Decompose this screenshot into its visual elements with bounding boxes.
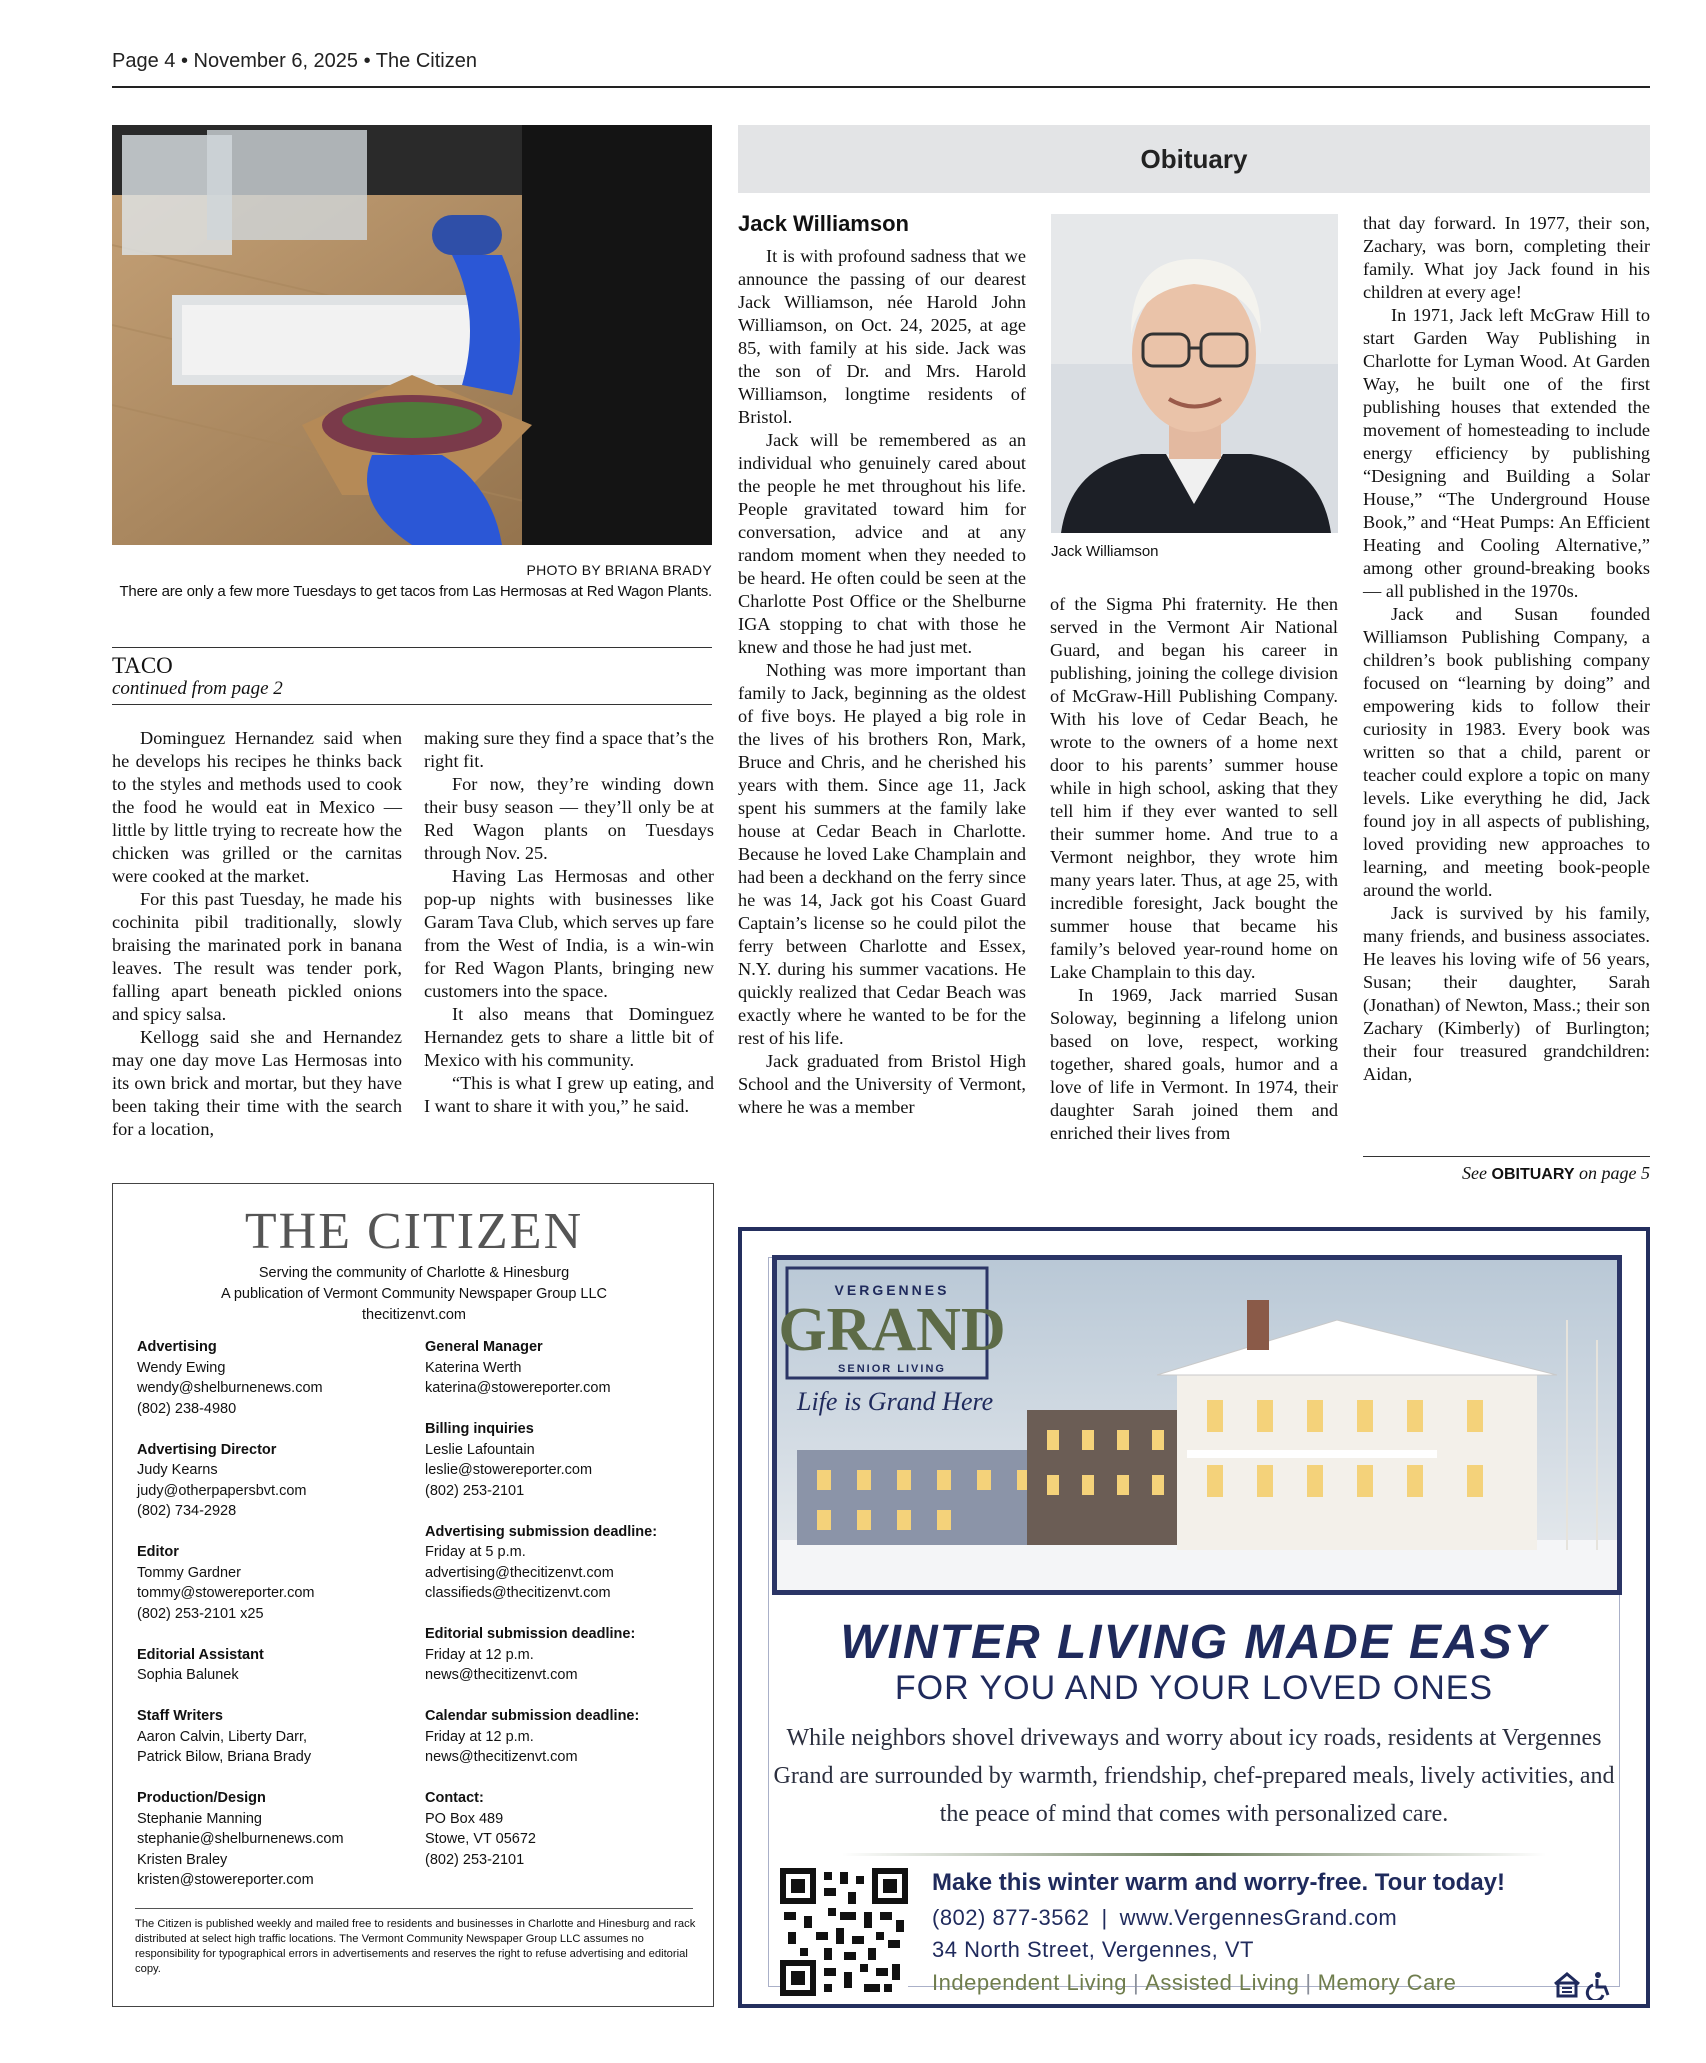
staff-group: [137, 1440, 407, 1522]
staff-label: Contact:: [425, 1790, 484, 1806]
separator: |: [1132, 1970, 1140, 1995]
header-rule: [112, 86, 1650, 88]
paragraph: Having Las Hermosas and other pop-up nights with businesses like Garam Tava Club, which serves up fare from the West of India, is a win-win for Red Wagon Plants, bringing new customers into the space.: [424, 866, 714, 1001]
staff-label: Advertising: [137, 1339, 217, 1355]
page-header: Page 4 • November 6, 2025 • The Citizen: [112, 50, 477, 72]
taco-column-2: [424, 727, 714, 1118]
staff-line: Judy Kearns: [137, 1462, 218, 1478]
paragraph: Kellogg said she and Hernandez may one day move Las Hermosas into its own brick and mortar, but they have been taking their time with the search for a location,: [112, 1027, 402, 1139]
paragraph: It is with profound sadness that we announce the passing of our dearest Jack Williamson, née Harold John Williamson, on Oct. 24, 2025, at age 85, with family at his side. Jack was the son of Dr. and Mrs. Harold Williamson, longtime residents of Bristol.: [738, 246, 1026, 427]
staff-group: [425, 1522, 705, 1604]
staff-line: Leslie Lafountain: [425, 1441, 535, 1458]
staff-phone: (802) 238-4980: [137, 1400, 237, 1417]
photo-caption: There are only a few more Tuesdays to get tacos from Las Hermosas at Red Wagon Plants.: [119, 583, 712, 600]
staff-email[interactable]: kristen@stowereporter.com: [137, 1872, 314, 1888]
staff-group: [425, 1419, 705, 1501]
staff-email[interactable]: wendy@shelburnenews.com: [137, 1380, 323, 1396]
staff-list-right: [425, 1337, 705, 1891]
masthead-title: THE CITIZEN: [244, 1203, 584, 1260]
qr-code-icon[interactable]: [780, 1868, 908, 1996]
paragraph: For now, they’re winding down their busy season — they’ll only be at Red Wagon plants on Tuesdays through Nov. 25.: [424, 774, 714, 863]
obituary-column-2: [1050, 593, 1338, 1145]
taco-rule-bottom: [112, 704, 712, 705]
staff-email[interactable]: news@thecitizenvt.com: [425, 1749, 578, 1765]
taco-photo: [112, 125, 712, 545]
jump-keyword: OBITUARY: [1491, 1166, 1575, 1183]
paragraph: In 1971, Jack left McGraw Hill to start Garden Way Publishing in Charlotte for Lyman Wood. At Garden Way, he built one of the first publishing houses that extended the movement of homesteading to include energy efficiency by publishing “Designing and Building a Solar House,” “The Underground House Book,” and “Heat Pumps: An Efficient Heating and Cooling Alternative,” among other ground-breaking books — all published in the 1970s.: [1363, 305, 1650, 601]
staff-line: Aaron Calvin, Liberty Darr,: [137, 1728, 308, 1745]
obituary-column-1: [738, 245, 1026, 1119]
jump-prefix: See: [1462, 1163, 1488, 1183]
masthead-website: thecitizenvt.com: [362, 1307, 466, 1323]
staff-group: [425, 1706, 705, 1768]
staff-group: [137, 1706, 407, 1768]
obituary-banner-title: Obituary: [1140, 144, 1248, 174]
staff-email[interactable]: leslie@stowereporter.com: [425, 1462, 593, 1478]
paragraph: In 1969, Jack married Susan Soloway, beginning a lifelong union based on love, respect, working together, shared goals, humor and a love of life in Vermont. In 1974, their daughter Sarah joined them and enriched their lives from: [1050, 985, 1338, 1143]
obituary-jump-line[interactable]: [1363, 1163, 1650, 1184]
masthead-tagline: Serving the community of Charlotte & Hinesburg: [258, 1265, 570, 1281]
staff-group: [137, 1542, 407, 1624]
paragraph: Dominguez Hernandez said when he develops his recipes he thinks back to the styles and methods used to cook the food he would eat in Mexico — little by little trying to recreate how the chicken was grilled or the carnitas were cooked at the market.: [112, 728, 402, 886]
staff-email[interactable]: advertising@thecitizenvt.com: [425, 1564, 614, 1581]
ad-headline: WINTER LIVING MADE EASY: [840, 1616, 1548, 1669]
staff-label: General Manager: [425, 1339, 543, 1355]
staff-phone: (802) 253-2101: [425, 1482, 525, 1499]
separator: |: [1305, 1970, 1312, 1995]
ad-logo-tagline: Life is Grand Here: [797, 1387, 994, 1416]
staff-email[interactable]: tommy@stowereporter.com: [137, 1585, 315, 1601]
photo-credit: PHOTO BY BRIANA BRADY: [526, 562, 712, 578]
staff-line: Wendy Ewing: [137, 1359, 226, 1376]
staff-label: Editorial Assistant: [137, 1646, 264, 1663]
paragraph-continuation: of the Sigma Phi fraternity. He then served in the Vermont Air National Guard, and began his career in publishing, joining the college division of McGraw-Hill Publishing Company. With his love of Cedar Beach, he wrote to the owners of a home next door to his parents’ summer house while in high school, asking that they tell him if they ever wanted to sell their summer home. And true to a Vermont neighbor, they wrote him many years later. Thus, at age 25, with incredible foresight, Jack bought the summer house that became his family’s beloved year-round home on Lake Champlain to this day.: [1050, 594, 1338, 982]
staff-list-left: [137, 1337, 407, 1911]
ad-logo-sub: SENIOR LIVING: [838, 1363, 946, 1375]
vergennes-grand-ad[interactable]: [738, 1227, 1650, 2008]
staff-email[interactable]: stephanie@shelburnenews.com: [137, 1831, 344, 1847]
ad-service: Independent Living: [932, 1970, 1127, 1995]
staff-group: [137, 1337, 407, 1419]
ad-body-text: While neighbors shovel driveways and worry about icy roads, residents at Vergennes Grand are surrounded by warmth, friendship, chef-prepared meals, lively activities, and the peace of mind that comes with personalized care.: [773, 1725, 1615, 1827]
staff-group: [137, 1645, 407, 1686]
paragraph: Jack will be remembered as an individual who genuinely cared about the people he met throughout his life. People gravitated toward him for conversation, advice and at any random moment when they needed to be heard. He often could be seen at the Charlotte Post Office or the Shelburne IGA stopping to chat with those he knew and those he had just met.: [738, 430, 1026, 657]
staff-line: Stowe, VT 05672: [425, 1831, 536, 1847]
staff-label: Editor: [137, 1544, 179, 1560]
obituary-column-3: [1363, 212, 1650, 1086]
staff-label: Staff Writers: [137, 1708, 223, 1724]
staff-group: [425, 1788, 705, 1870]
staff-label: Advertising Director: [137, 1441, 277, 1458]
ad-website-link[interactable]: www.VergennesGrand.com: [1119, 1905, 1398, 1930]
taco-column-1: [112, 727, 402, 1141]
staff-line: Katerina Werth: [425, 1359, 522, 1376]
ad-building-image: [772, 1255, 1622, 1595]
staff-line: Friday at 12 p.m.: [425, 1646, 534, 1663]
paragraph: Jack and Susan founded Williamson Publishing Company, a children’s book publishing company focused on “learning by doing” and empowering kids to follow their curiosity in 1983. Every book was written so that a child, parent or teacher could explore a topic on many levels. Like everything he did, Jack found joy in all aspects of publishing, loved providing new approaches to learning, and meeting book-people around the world.: [1363, 604, 1650, 900]
obituary-portrait: [1051, 214, 1338, 533]
paragraph-continuation: making sure they find a space that’s the right fit.: [424, 728, 714, 771]
paragraph: Jack is survived by his family, many friends, and business associates. He leaves his loving wife of 56 years, Susan; their daughter, Sarah (Jonathan) of Newton, Mass.; their son Zachary (Kimberly) of Burlington; their four treasured grandchildren: Aidan,: [1363, 903, 1650, 1084]
ad-services-line: [932, 1970, 1456, 1996]
ad-phone[interactable]: (802) 877-3562: [932, 1905, 1090, 1930]
staff-email[interactable]: classifieds@thecitizenvt.com: [425, 1585, 611, 1601]
jump-rule: [1363, 1156, 1650, 1157]
staff-line: Sophia Balunek: [137, 1667, 239, 1683]
ad-service: Assisted Living: [1145, 1970, 1300, 1995]
staff-phone: (802) 734-2928: [137, 1503, 237, 1519]
staff-line: Friday at 12 p.m.: [425, 1728, 534, 1745]
jump-suffix: on page 5: [1579, 1163, 1650, 1183]
masthead-footnote: The Citizen is published weekly and mailed free to residents and businesses in Charlotte and Hinesburg and rack distributed at select high traffic locations. The Vermont Community Newspaper Group LLC assumes no responsibility for typographical errors in advertisements and reserves the right to refuse advertising and editorial copy.: [135, 1918, 696, 1975]
staff-phone: (802) 253-2101: [425, 1851, 525, 1868]
staff-label: Billing inquiries: [425, 1421, 534, 1437]
ad-logo-top: VERGENNES: [834, 1282, 950, 1298]
paragraph: It also means that Dominguez Hernandez gets to share a little bit of Mexico with his community.: [424, 1004, 714, 1070]
masthead-box: [112, 1183, 714, 2007]
staff-label: Calendar submission deadline:: [425, 1708, 640, 1724]
staff-line: Tommy Gardner: [137, 1564, 241, 1581]
staff-email[interactable]: news@thecitizenvt.com: [425, 1667, 578, 1683]
masthead-publisher: A publication of Vermont Community Newspaper Group LLC: [220, 1286, 608, 1302]
staff-line: Friday at 5 p.m.: [425, 1544, 526, 1560]
paragraph: “This is what I grew up eating, and I want to share it with you,” he said.: [424, 1073, 714, 1116]
taco-title: TACO: [112, 653, 173, 678]
ad-divider: [842, 1853, 1546, 1856]
ad-service: Memory Care: [1317, 1970, 1457, 1995]
accessibility-housing-icons: [1552, 1970, 1616, 2005]
staff-line: Patrick Bilow, Briana Brady: [137, 1749, 312, 1765]
staff-group: [425, 1337, 705, 1399]
staff-line: PO Box 489: [425, 1810, 504, 1827]
ad-logo-main: GRAND: [778, 1296, 1006, 1364]
ad-address: 34 North Street, Vergennes, VT: [932, 1937, 1254, 1962]
separator: |: [1101, 1905, 1108, 1930]
staff-label: Advertising submission deadline:: [425, 1523, 658, 1540]
paragraph: Jack graduated from Bristol High School and the University of Vermont, where he was a member: [738, 1051, 1026, 1117]
staff-email[interactable]: judy@otherpapersbvt.com: [137, 1482, 307, 1499]
taco-rule-top: [112, 647, 712, 648]
staff-label: Editorial submission deadline:: [425, 1626, 636, 1642]
masthead-rule: [135, 1908, 693, 1909]
staff-line: Stephanie Manning: [137, 1810, 262, 1827]
portrait-caption: Jack Williamson: [1051, 543, 1159, 560]
equal-housing-icon: [1552, 1970, 1616, 2000]
staff-group: [137, 1788, 407, 1891]
staff-phone: (802) 253-2101 x25: [137, 1605, 264, 1622]
ad-call-to-action: Make this winter warm and worry-free. Tour today!: [932, 1869, 1505, 1896]
obituary-banner: [738, 125, 1650, 193]
ad-subhead: FOR YOU AND YOUR LOVED ONES: [894, 1669, 1494, 1707]
staff-label: Production/Design: [137, 1790, 266, 1806]
paragraph: Nothing was more important than family to Jack, beginning as the oldest of five boys. He played a big role in the lives of his brothers Ron, Mark, Bruce and Chris, and he cherished his years with them. Since age 11, Jack spent his summers at the family lake house at Cedar Beach in Charlotte. Because he loved Lake Champlain and had been a deckhand on the ferry since he was 14, Jack got his Coast Guard Captain’s license so he could pilot the ferry between Charlotte and Essex, N.Y. during his summer vacations. He quickly realized that Cedar Beach was exactly where he wanted to be for the rest of his life.: [738, 660, 1026, 1048]
ad-contact-line: [932, 1905, 1397, 1931]
paragraph: For this past Tuesday, he made his cochinita pibil traditionally, slowly braising the marinated pork in banana leaves. The result was tender pork, falling apart beneath pickled onions and spicy salsa.: [112, 889, 402, 1024]
staff-line: Kristen Braley: [137, 1851, 228, 1868]
paragraph-continuation: that day forward. In 1977, their son, Zachary, was born, completing their family. What joy Jack found in his children at every age!: [1363, 213, 1650, 302]
staff-email[interactable]: katerina@stowereporter.com: [425, 1380, 611, 1396]
staff-group: [425, 1624, 705, 1686]
taco-continued-label: continued from page 2: [112, 678, 283, 699]
obituary-name: Jack Williamson: [738, 211, 909, 236]
